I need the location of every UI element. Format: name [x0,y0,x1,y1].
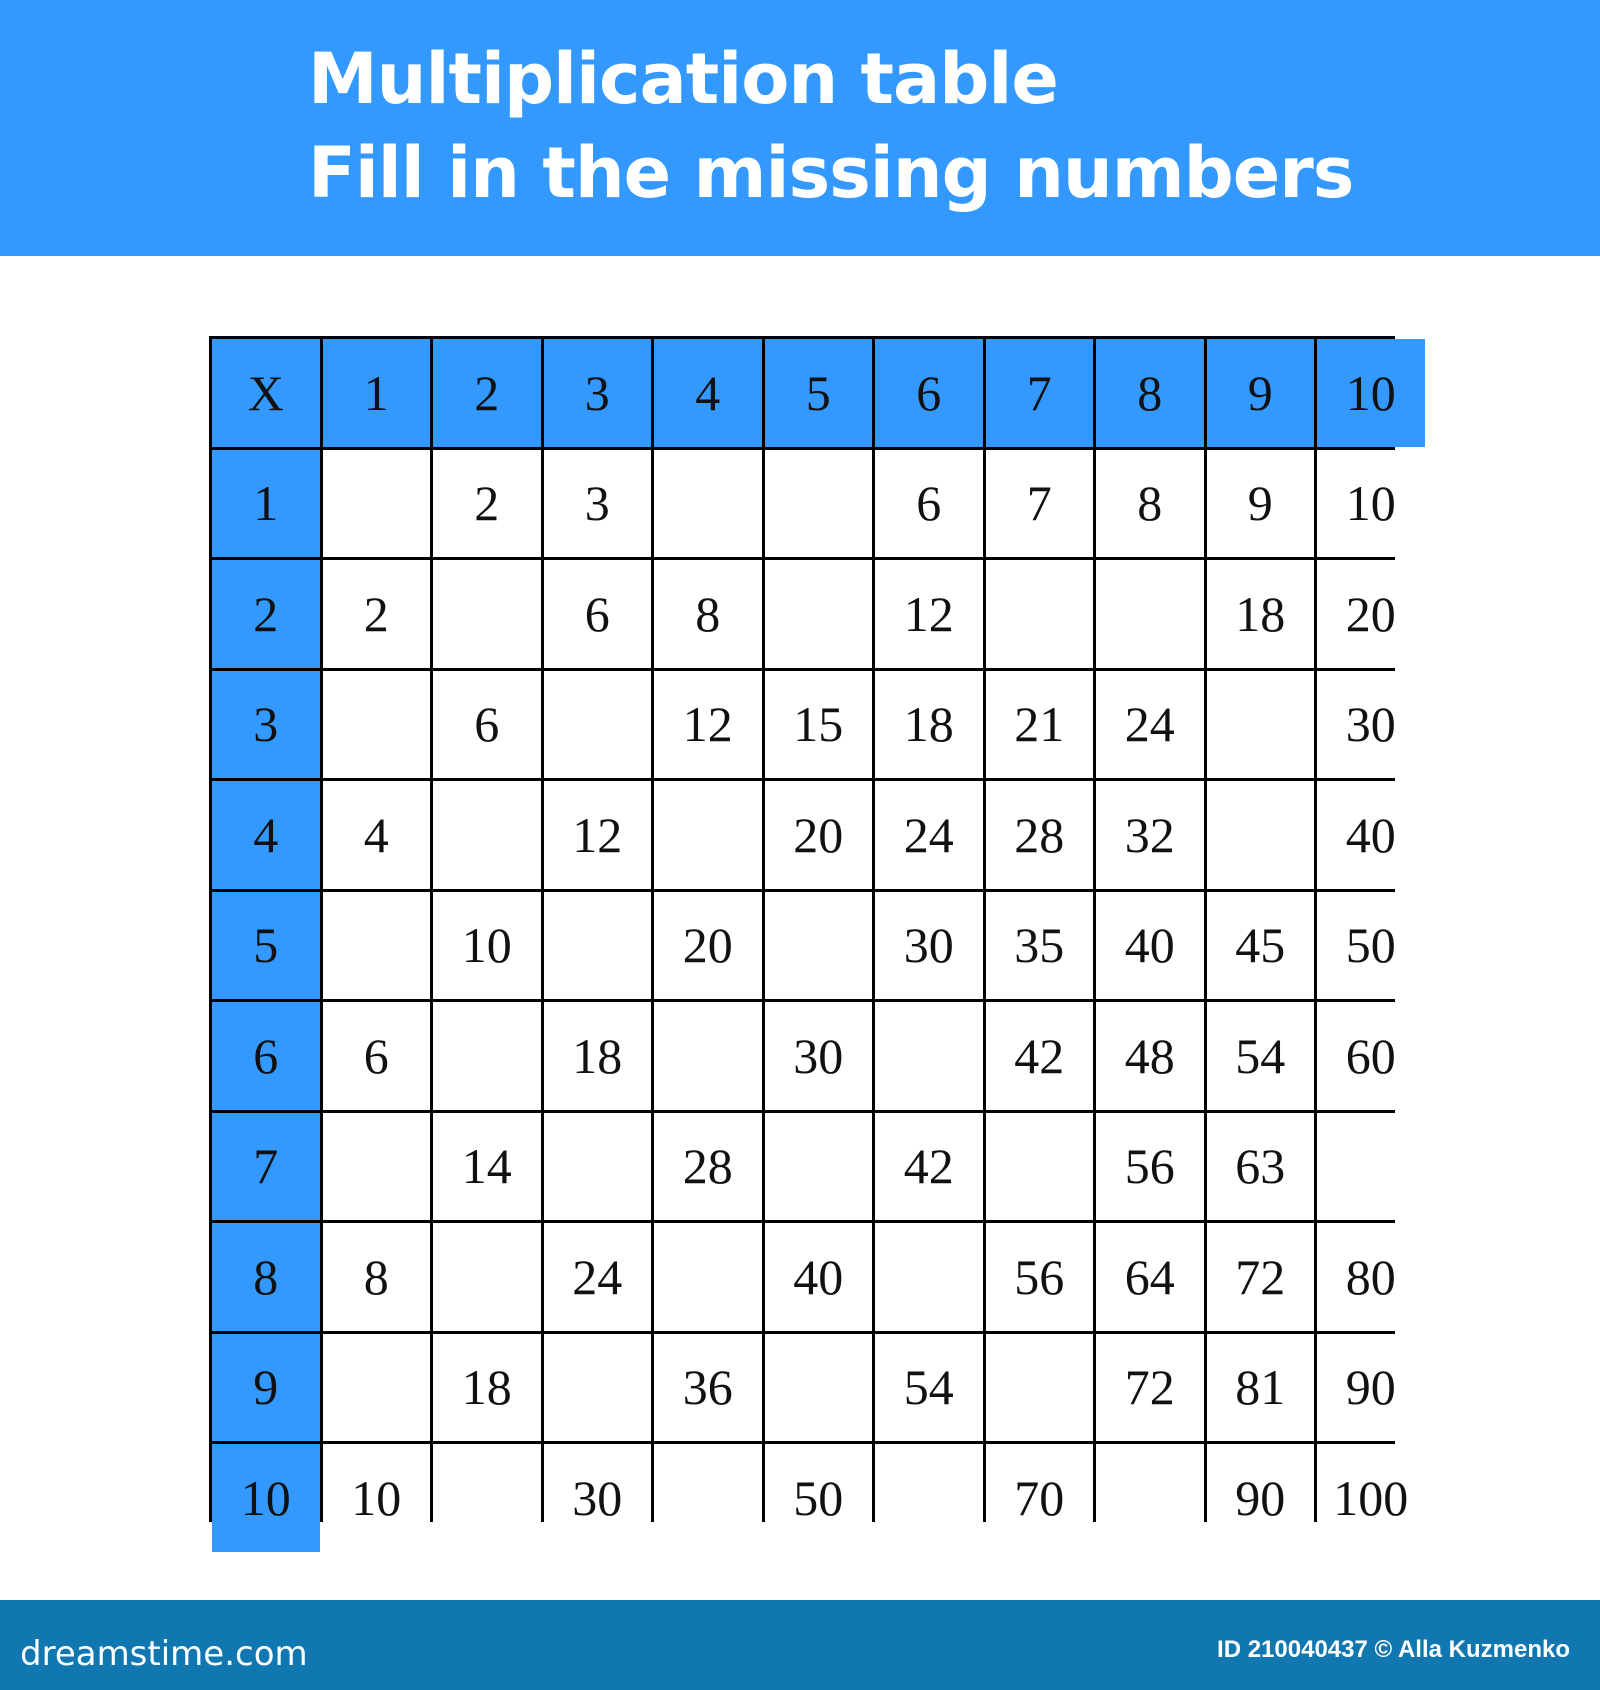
blank-cell[interactable] [433,1002,541,1110]
blank-cell[interactable] [544,892,652,1000]
blank-cell[interactable] [433,560,541,668]
blank-cell[interactable] [654,1002,762,1110]
table-cell: 64 [1096,1223,1204,1331]
table-cell: 30 [875,892,983,1000]
blank-cell[interactable] [986,1113,1094,1221]
blank-cell[interactable] [433,1444,541,1552]
row-header: 1 [212,450,320,558]
column-header: 4 [654,339,762,447]
blank-cell[interactable] [1096,560,1204,668]
blank-cell[interactable] [765,892,873,1000]
table-cell: 30 [544,1444,652,1552]
table-cell: 10 [433,892,541,1000]
table-cell: 24 [875,781,983,889]
table-cell: 10 [1317,450,1425,558]
table-cell: 12 [654,671,762,779]
table-cell: 21 [986,671,1094,779]
blank-cell[interactable] [323,1334,431,1442]
row-header: 9 [212,1334,320,1442]
row-header: 7 [212,1113,320,1221]
table-cell: 6 [433,671,541,779]
table-cell: 56 [986,1223,1094,1331]
table-cell: 20 [1317,560,1425,668]
table-cell: 14 [433,1113,541,1221]
table-cell: 20 [654,892,762,1000]
brand-logo: dreamstime.com [20,1634,308,1674]
table-cell: 32 [1096,781,1204,889]
blank-cell[interactable] [765,450,873,558]
table-cell: 12 [544,781,652,889]
page-subtitle: Fill in the missing numbers [308,132,1354,214]
column-header: 9 [1207,339,1315,447]
blank-cell[interactable] [986,560,1094,668]
row-header: 6 [212,1002,320,1110]
blank-cell[interactable] [1317,1113,1425,1221]
table-cell: 40 [1096,892,1204,1000]
table-cell: 8 [1096,450,1204,558]
table-cell: 100 [1317,1444,1425,1552]
table-cell: 40 [765,1223,873,1331]
table-cell: 18 [544,1002,652,1110]
blank-cell[interactable] [1096,1444,1204,1552]
table-cell: 30 [765,1002,873,1110]
table-cell: 72 [1207,1223,1315,1331]
table-cell: 18 [433,1334,541,1442]
table-cell: 4 [323,781,431,889]
blank-cell[interactable] [765,1334,873,1442]
blank-cell[interactable] [986,1334,1094,1442]
column-header: 3 [544,339,652,447]
table-cell: 36 [654,1334,762,1442]
table-cell: 6 [875,450,983,558]
column-header: 6 [875,339,983,447]
blank-cell[interactable] [875,1444,983,1552]
blank-cell[interactable] [1207,671,1315,779]
row-header: 2 [212,560,320,668]
table-cell: 18 [875,671,983,779]
table-cell: 70 [986,1444,1094,1552]
table-cell: 90 [1317,1334,1425,1442]
column-header: 5 [765,339,873,447]
table-cell: 10 [323,1444,431,1552]
table-cell: 50 [765,1444,873,1552]
column-header: 7 [986,339,1094,447]
table-cell: 2 [323,560,431,668]
column-header: 10 [1317,339,1425,447]
table-cell: 28 [654,1113,762,1221]
blank-cell[interactable] [433,1223,541,1331]
table-cell: 48 [1096,1002,1204,1110]
blank-cell[interactable] [544,1113,652,1221]
blank-cell[interactable] [323,892,431,1000]
table-cell: 72 [1096,1334,1204,1442]
table-cell: 2 [433,450,541,558]
table-cell: 45 [1207,892,1315,1000]
blank-cell[interactable] [765,1113,873,1221]
column-header: 2 [433,339,541,447]
table-cell: 6 [323,1002,431,1110]
table-cell: 24 [544,1223,652,1331]
blank-cell[interactable] [875,1223,983,1331]
table-cell: 63 [1207,1113,1315,1221]
multiplication-table [209,336,1409,1526]
blank-cell[interactable] [654,1444,762,1552]
blank-cell[interactable] [323,671,431,779]
table-cell: 12 [875,560,983,668]
table-cell: 9 [1207,450,1315,558]
page-title: Multiplication table [308,38,1058,120]
table-cell: 8 [323,1223,431,1331]
row-header: 3 [212,671,320,779]
blank-cell[interactable] [544,671,652,779]
table-cell: 15 [765,671,873,779]
table-cell: 20 [765,781,873,889]
blank-cell[interactable] [544,1334,652,1442]
row-header: 10 [212,1444,320,1552]
table-cell: 90 [1207,1444,1315,1552]
table-cell: 42 [986,1002,1094,1110]
blank-cell[interactable] [875,1002,983,1110]
table-cell: 30 [1317,671,1425,779]
image-credit: ID 210040437 © Alla Kuzmenko [1217,1636,1570,1663]
blank-cell[interactable] [765,560,873,668]
blank-cell[interactable] [654,1223,762,1331]
table-cell: 18 [1207,560,1315,668]
table-cell: 60 [1317,1002,1425,1110]
table-cell: 54 [1207,1002,1315,1110]
blank-cell[interactable] [433,781,541,889]
row-header: 5 [212,892,320,1000]
title-banner [0,0,1600,256]
row-header: 4 [212,781,320,889]
table-cell: 6 [544,560,652,668]
table-cell: 50 [1317,892,1425,1000]
footer [0,1600,1600,1690]
table-cell: 8 [654,560,762,668]
corner-cell: X [212,339,320,447]
table-cell: 56 [1096,1113,1204,1221]
table-cell: 81 [1207,1334,1315,1442]
table-cell: 42 [875,1113,983,1221]
blank-cell[interactable] [323,1113,431,1221]
table-cell: 54 [875,1334,983,1442]
table-cell: 3 [544,450,652,558]
table-cell: 40 [1317,781,1425,889]
blank-cell[interactable] [654,450,762,558]
table-cell: 80 [1317,1223,1425,1331]
table-cell: 28 [986,781,1094,889]
blank-cell[interactable] [323,450,431,558]
blank-cell[interactable] [1207,781,1315,889]
table-cell: 35 [986,892,1094,1000]
blank-cell[interactable] [654,781,762,889]
row-header: 8 [212,1223,320,1331]
table-cell: 24 [1096,671,1204,779]
column-header: 1 [323,339,431,447]
table-cell: 7 [986,450,1094,558]
column-header: 8 [1096,339,1204,447]
